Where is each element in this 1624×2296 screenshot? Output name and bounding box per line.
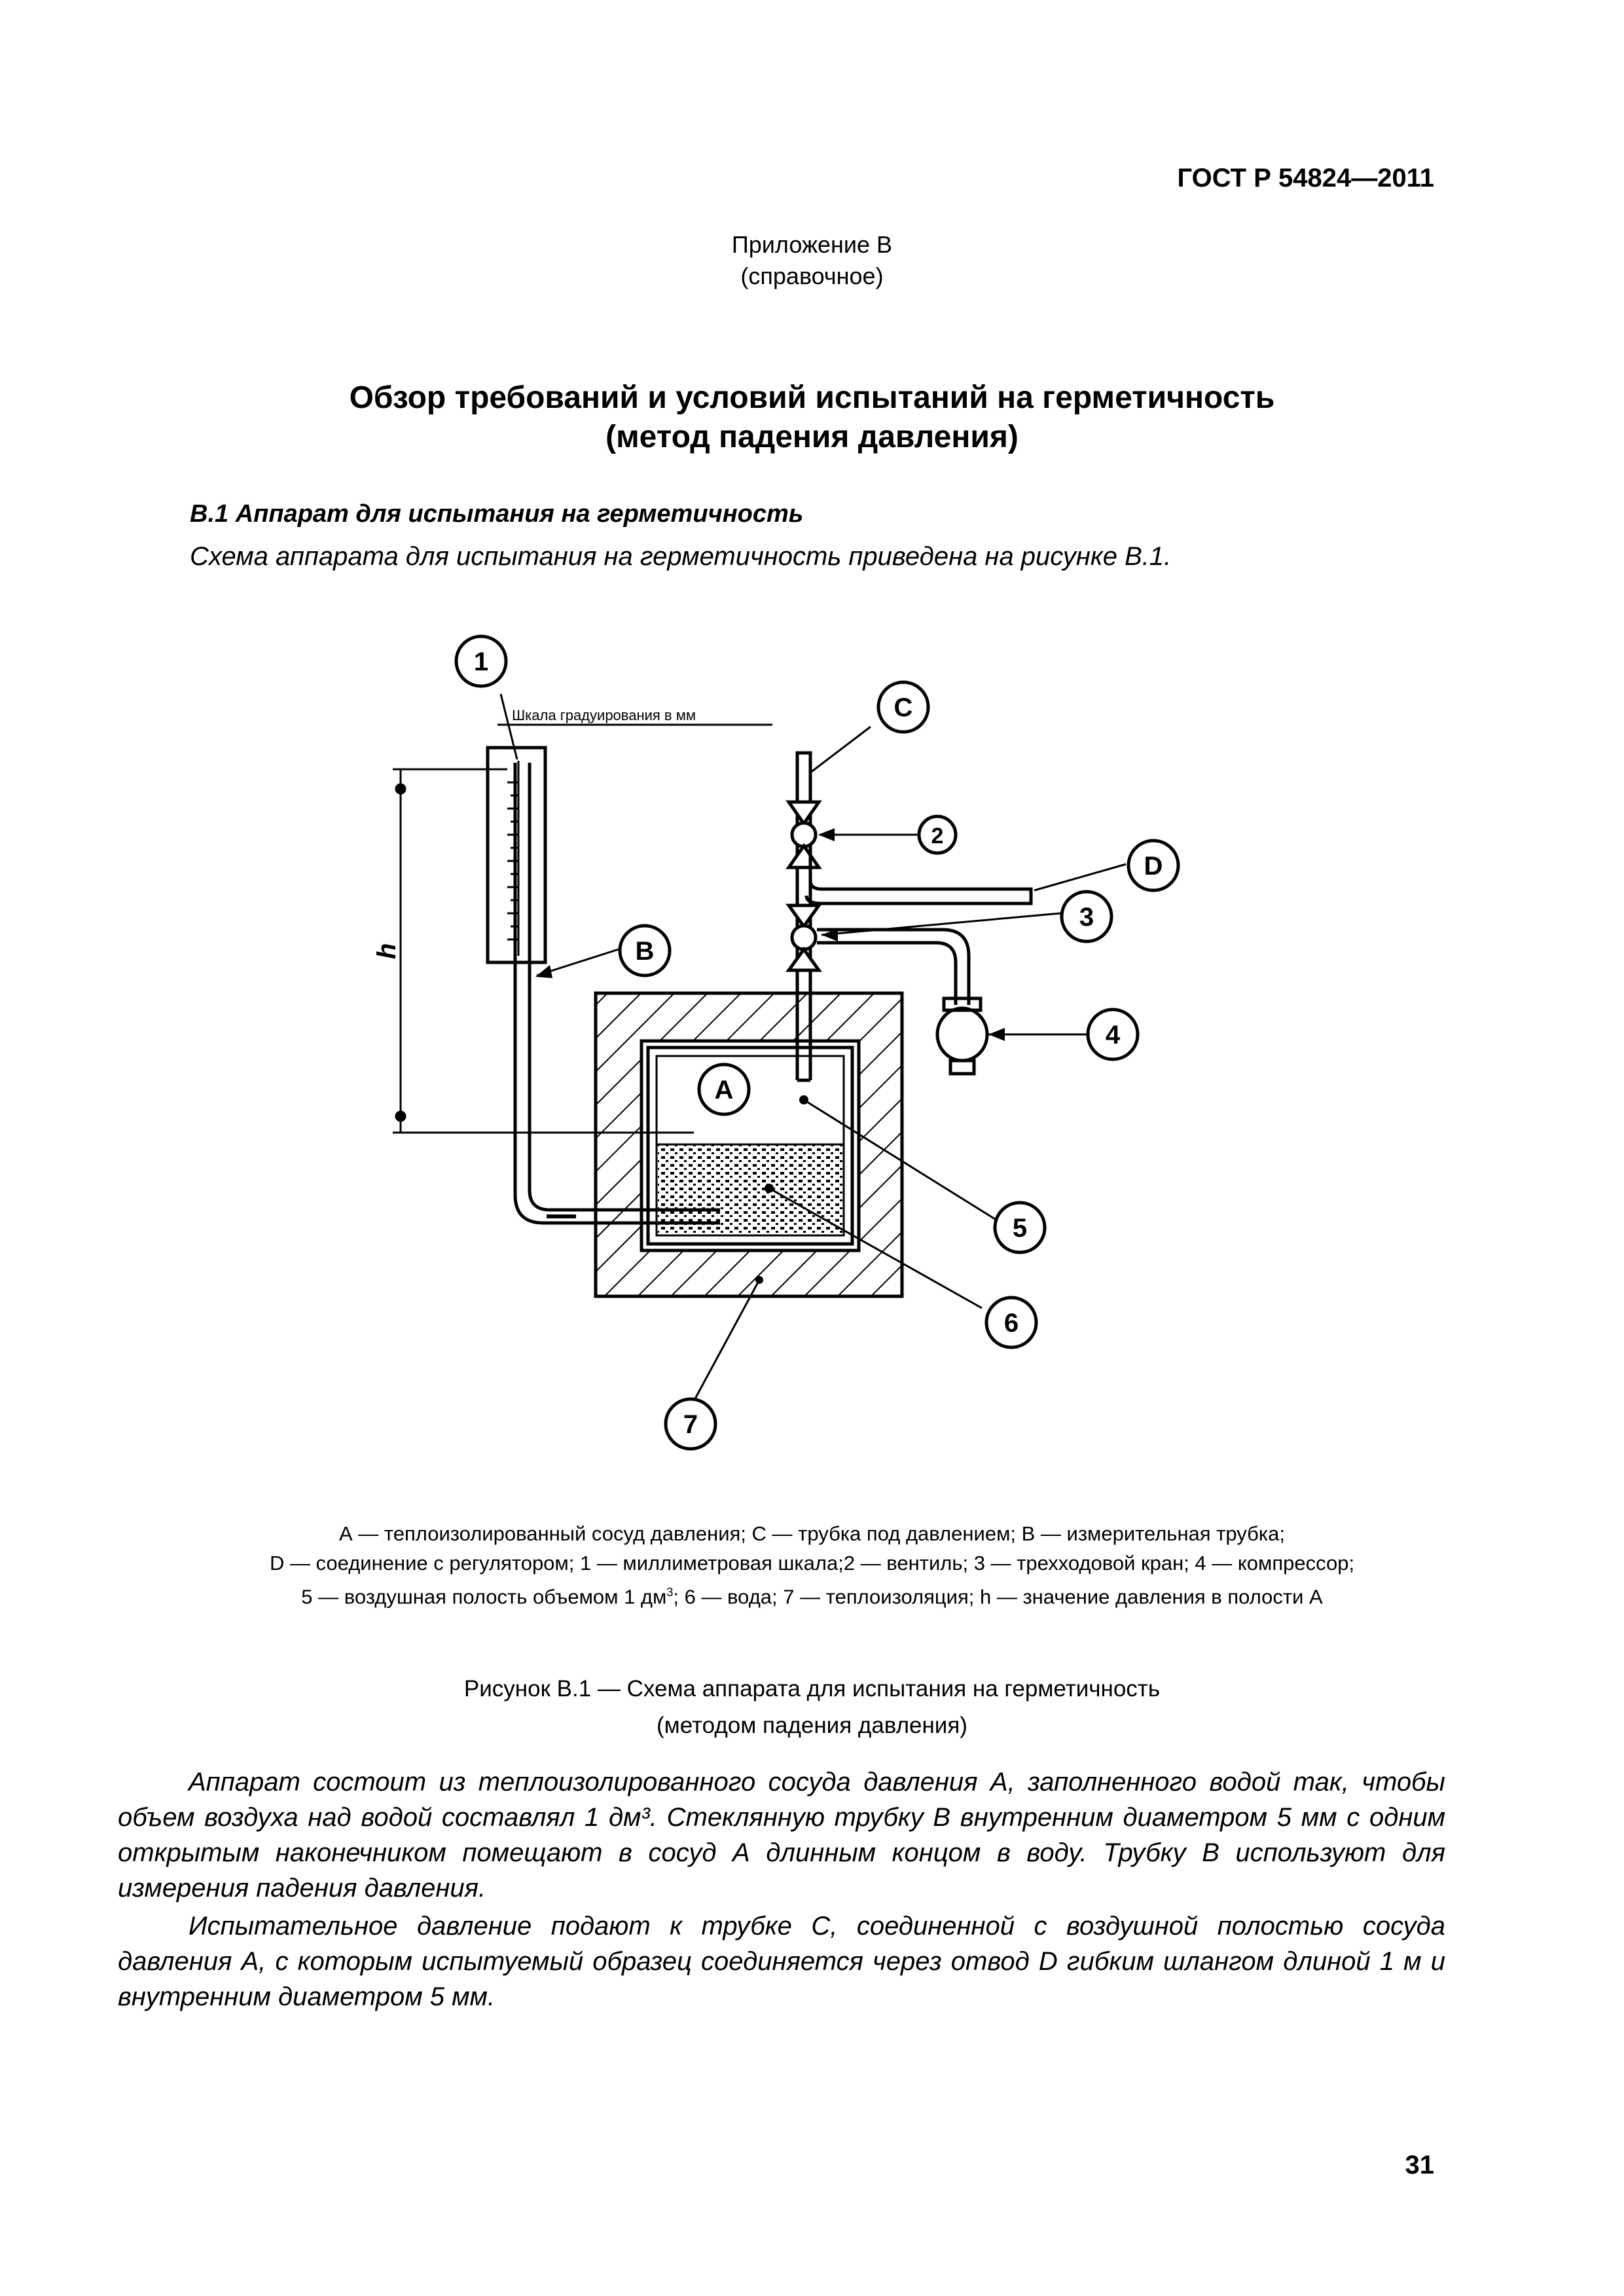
standard-number: ГОСТ Р 54824—2011 — [1177, 164, 1434, 192]
valve — [789, 802, 819, 867]
scale-label: Шкала градуирования в мм — [512, 707, 696, 723]
three-way-valve — [789, 905, 819, 970]
marker-3-label: 3 — [1079, 903, 1094, 932]
legend-line-2: D — соединение с регулятором; 1 — миллиметровая шкала;2 — вентиль; 3 — трехходовой кран; 4 — компрессор; — [269, 1552, 1355, 1575]
marker-5-label: 5 — [1012, 1214, 1028, 1243]
annex-type: (справочное) — [740, 263, 884, 289]
section-heading: В.1 Аппарат для испытания на герметичность — [190, 500, 804, 528]
page-number: 31 — [1405, 2151, 1434, 2179]
title-line-1: Обзор требований и условий испытаний на герметичность — [349, 380, 1275, 415]
legend-superscript: 3 — [666, 1586, 674, 1599]
regulator-connection — [806, 854, 1031, 903]
legend-line-3-a: 5 — воздушная полость объемом 1 дм — [301, 1585, 667, 1609]
annex-name: Приложение В — [731, 231, 893, 258]
marker-b-label: B — [635, 937, 655, 966]
marker-c-label: C — [893, 693, 913, 722]
body-text — [118, 1764, 1445, 2017]
marker-a-label: A — [714, 1076, 734, 1104]
caption-line-1: Рисунок В.1 — Схема аппарата для испытания на герметичность — [463, 1676, 1161, 1702]
marker-2-label: 2 — [931, 824, 944, 848]
caption-line-2: (методом падения давления) — [657, 1713, 967, 1738]
legend-line-3 — [0, 1578, 1624, 1611]
compressor — [937, 998, 987, 1074]
marker-4-label: 4 — [1105, 1021, 1121, 1049]
section-intro: Схема аппарата для испытания на герметичность приведена на рисунке В.1. — [190, 542, 1172, 571]
figure-caption — [0, 1671, 1624, 1744]
pressure-vessel — [648, 1048, 852, 1244]
figure-legend — [0, 1519, 1624, 1611]
marker-7-label: 7 — [683, 1410, 698, 1439]
body-paragraph-1: Аппарат состоит из теплоизолированного сосуда давления А, заполненного водой так, чтобы объем воздуха над водой составлял 1 дм³. Стеклянную трубку В внутренним диаметром 5 мм с одним открытым наконечником помещают в сосуд А длинным концом в воду. Трубку В используют для измерения падения давления. — [118, 1768, 1445, 1903]
legend-line-1: А — теплоизолированный сосуд давления; С — трубка под давлением; В — измерительная трубка; — [339, 1522, 1285, 1545]
legend-line-3-b: ; 6 — вода; 7 — теплоизоляция; h — значение давления в полости А — [673, 1585, 1323, 1609]
marker-1-label: 1 — [473, 647, 489, 676]
body-paragraph-2: Испытательное давление подают к трубке С, соединенной с воздушной полостью сосуда давления А, с которым испытуемый образец соединяется через отвод D гибким шлангом длиной 1 м и внутренним диаметром 5 мм. — [118, 1912, 1445, 2011]
marker-6-label: 6 — [1003, 1309, 1019, 1338]
title-line-2: (метод падения давления) — [605, 420, 1019, 454]
h-label: h — [372, 943, 401, 959]
marker-d-label: D — [1144, 852, 1163, 881]
